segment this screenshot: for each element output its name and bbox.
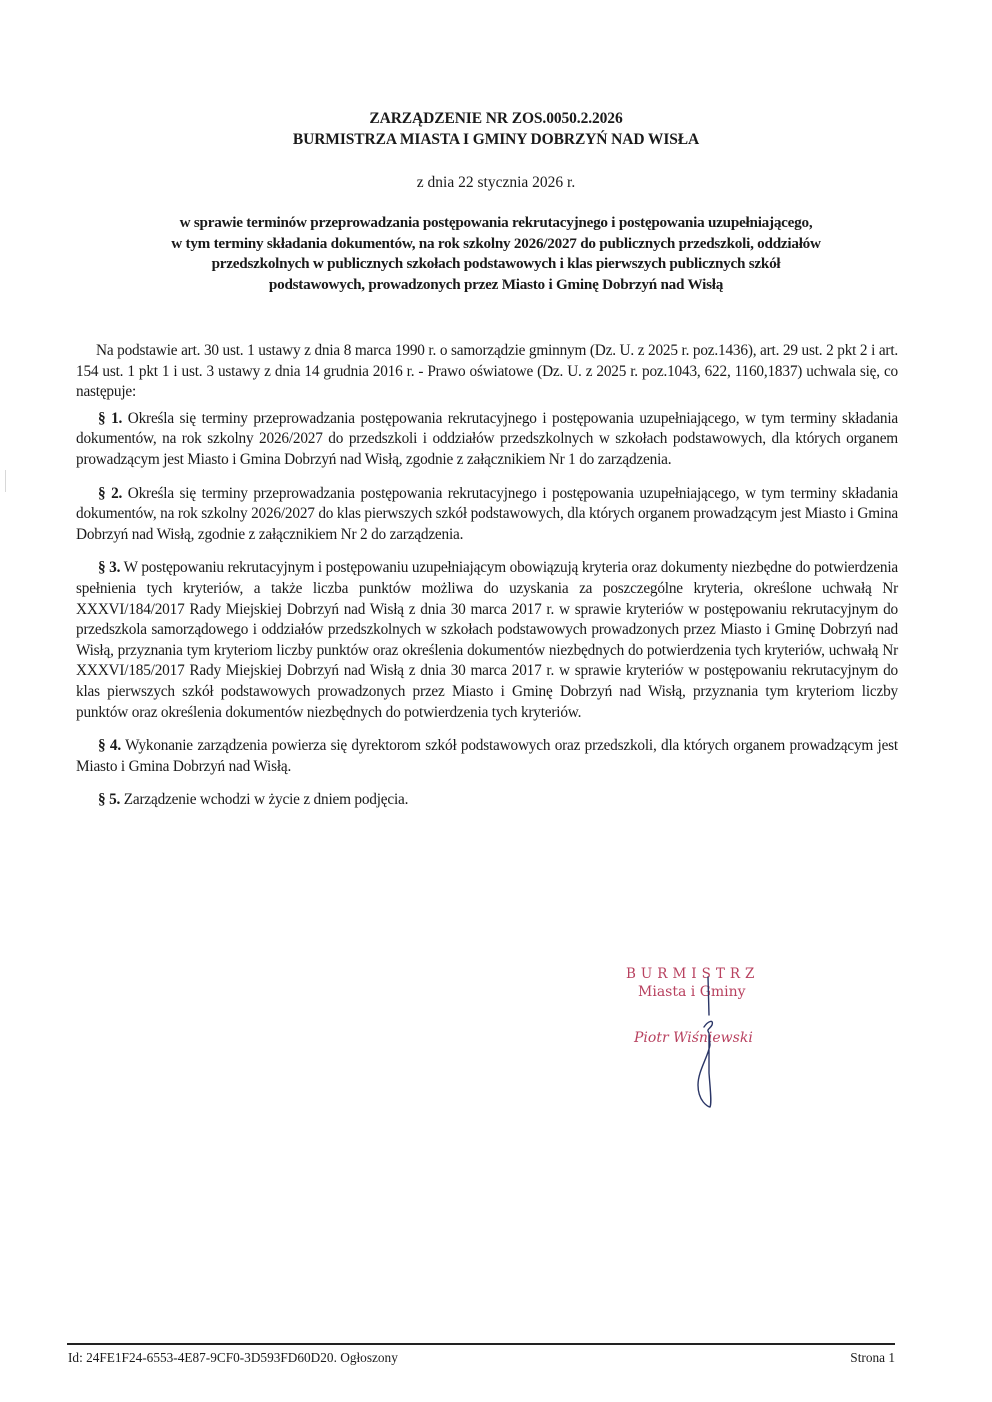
stamp-subtitle: Miasta i Gminy bbox=[638, 984, 746, 1000]
scan-artifact-mark bbox=[5, 470, 6, 492]
title-line-2: BURMISTRZA MIASTA I GMINY DOBRZYŃ NAD WISŁA bbox=[292, 131, 700, 148]
handwritten-signature-icon bbox=[690, 975, 730, 1110]
paragraph-text: Wykonanie zarządzenia powierza się dyrektorom szkół podstawowych oraz przedszkoli, dla których organem prowadzącym jest Miasto i Gmina Dobrzyń nad Wisłą. bbox=[76, 737, 898, 775]
subject-line: w tym terminy składania dokumentów, na rok szkolny 2026/2027 do publicznych przedszkoli, oddziałów bbox=[171, 234, 821, 252]
paragraph-number: § 5. bbox=[98, 791, 121, 809]
paragraph-1 bbox=[76, 409, 898, 471]
paragraph-text: Określa się terminy przeprowadzania postępowania rekrutacyjnego i postępowania uzupełniającego, w tym terminy składania dokumentów, na rok szkolny 2026/2027 do klas pierwszych szkół podstawowych, dla których organem prowadzącym jest Miasto i Gmina Dobrzyń nad Wisłą, zgodnie z załącznikiem Nr 2 do zarządzenia. bbox=[76, 484, 898, 543]
legal-basis: Na podstawie art. 30 ust. 1 ustawy z dnia 8 marca 1990 r. o samorządzie gminnym (Dz. U. z 2025 r. poz.1436), art. 29 ust. 2 pkt 2 i art. 154 ust. 1 pkt 1 i ust. 3 ustawy z dnia 14 grudnia 2016 r. - Prawo oświatowe (Dz. U. z 2025 r. poz.1043, 622, 1160,1837) uchwala się, co następuje: bbox=[76, 342, 898, 401]
paragraph-number: § 2. bbox=[98, 484, 123, 502]
footer-divider bbox=[67, 1343, 895, 1345]
stamp-name: Piotr Wiśniewski bbox=[634, 1030, 753, 1046]
paragraph-4 bbox=[76, 736, 898, 777]
stamp-title: BURMISTRZ bbox=[626, 966, 760, 982]
footer-document-id: Id: 24FE1F24-6553-4E87-9CF0-3D593FD60D20. Ogłoszony bbox=[68, 1350, 398, 1365]
paragraph-3 bbox=[76, 558, 898, 723]
paragraph-text: Określa się terminy przeprowadzania postępowania rekrutacyjnego i postępowania uzupełniającego, w tym terminy składania dokumentów, na rok szkolny 2026/2027 do przedszkoli i oddziałów przedszkolnych w szkołach podstawowych, dla których organem prowadzącym jest Miasto i Gmina Dobrzyń nad Wisłą, zgodnie z załącznikiem Nr 1 do zarządzenia. bbox=[76, 409, 898, 468]
document-title bbox=[0, 108, 992, 150]
paragraph-number: § 4. bbox=[98, 737, 121, 755]
document-date: z dnia 22 stycznia 2026 r. bbox=[416, 174, 576, 191]
paragraph-text: Zarządzenie wchodzi w życie z dniem podjęcia. bbox=[123, 791, 409, 809]
document-subject bbox=[60, 213, 932, 295]
paragraph-5 bbox=[76, 790, 898, 811]
subject-line: podstawowych, prowadzonych przez Miasto i Gminę Dobrzyń nad Wisłą bbox=[268, 275, 724, 293]
paragraph-number: § 1. bbox=[98, 409, 123, 427]
subject-line: przedszkolnych w publicznych szkołach podstawowych i klas pierwszych publicznych szkół bbox=[211, 255, 781, 272]
paragraph-number: § 3. bbox=[98, 559, 121, 577]
paragraph-text: W postępowaniu rekrutacyjnym i postępowaniu uzupełniającym obowiązują kryteria oraz dokumenty niezbędne do potwierdzenia spełnienia tych kryteriów, a także liczba punktów możliwa do uzyskania za poszczególne kryteria, określone uchwałą Nr XXXVI/184/2017 Rady Miejskiej Dobrzyń nad Wisłą z dnia 30 marca 2017 r. w sprawie kryteriów w postępowaniu rekrutacyjnym do przedszkola samorządowego i oddziałów przedszkolnych w szkołach podstawowych prowadzonych przez Miasto i Gminę Dobrzyń nad Wisłą, przyznania tym kryteriom liczby punktów oraz określenia dokumentów niezbędnych do potwierdzenia tych kryteriów, uchwałą Nr XXXVI/185/2017 Rady Miejskiej Dobrzyń nad Wisłą z dnia 30 marca 2017 r. w sprawie kryteriów w postępowaniu rekrutacyjnym do klas pierwszych szkół podstawowych prowadzonych przez Miasto i Gminę Dobrzyń nad Wisłą, przyznania tym kryteriom liczby punktów oraz określenia dokumentów niezbędnych do potwierdzenia tych kryteriów. bbox=[76, 559, 898, 721]
paragraph-2 bbox=[76, 484, 898, 546]
document-body bbox=[76, 341, 898, 824]
subject-line: w sprawie terminów przeprowadzania postępowania rekrutacyjnego i postępowania uzupełniającego, bbox=[179, 214, 813, 231]
title-line-1: ZARZĄDZENIE NR ZOS.0050.2.2026 bbox=[369, 110, 623, 127]
footer-page-number: Strona 1 bbox=[850, 1350, 895, 1365]
